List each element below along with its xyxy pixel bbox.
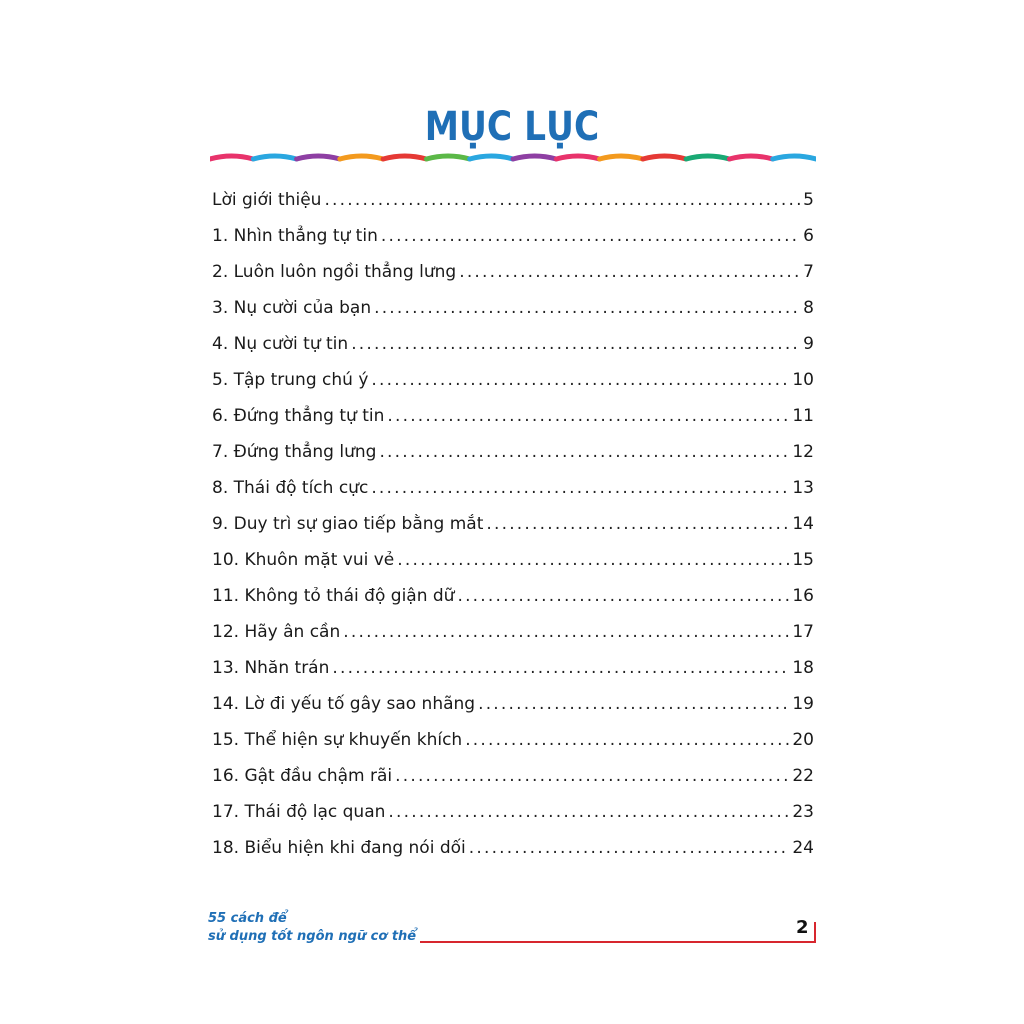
toc-entry (212, 326, 814, 362)
toc-entry (212, 650, 814, 686)
toc-entry-label: 5. Tập trung chú ý (212, 370, 369, 390)
toc-leader-dots (469, 830, 790, 866)
book-title-footer (208, 910, 416, 946)
toc-entry (212, 578, 814, 614)
toc-entry-page: 18 (792, 658, 814, 678)
toc-entry-page: 7 (803, 262, 814, 282)
toc-leader-dots (486, 506, 789, 542)
toc-entry-page: 8 (803, 298, 814, 318)
toc-entry-page: 9 (803, 334, 814, 354)
toc-entry (212, 614, 814, 650)
toc-entry (212, 506, 814, 542)
toc-entry-label: 2. Luôn luôn ngồi thẳng lưng (212, 262, 457, 282)
toc-entry-page: 15 (792, 550, 814, 570)
book-title-line-2: sử dụng tốt ngôn ngữ cơ thể (208, 929, 417, 944)
wave-segment (426, 156, 469, 159)
toc-entry-label: 13. Nhăn trán (212, 658, 330, 678)
toc-entry (212, 470, 814, 506)
wave-segment (470, 156, 513, 159)
toc-leader-dots (388, 794, 789, 830)
toc-entry-label: 10. Khuôn mặt vui vẻ (212, 550, 395, 570)
toc-leader-dots (379, 434, 789, 470)
toc-leader-dots (332, 650, 789, 686)
book-title-line-1: 55 cách để (208, 911, 287, 926)
toc-entry-page: 16 (792, 586, 814, 606)
toc-entry-label: 18. Biểu hiện khi đang nói dối (212, 838, 466, 858)
toc-entry-page: 11 (792, 406, 814, 426)
toc-entry-label: Lời giới thiệu (212, 190, 322, 210)
toc-entry (212, 290, 814, 326)
wave-segment (686, 156, 729, 159)
wave-segment (513, 156, 556, 159)
toc-entry-label: 15. Thể hiện sự khuyến khích (212, 730, 463, 750)
wave-segment (773, 156, 816, 159)
footer-rule (420, 941, 814, 943)
toc-entry-label: 7. Đứng thẳng lưng (212, 442, 377, 462)
toc-entry (212, 686, 814, 722)
toc-leader-dots (371, 470, 789, 506)
wave-segment (297, 156, 340, 159)
toc-entry-page: 10 (792, 370, 814, 390)
toc-entry (212, 794, 814, 830)
toc-entry (212, 758, 814, 794)
toc-leader-dots (459, 254, 800, 290)
page-number: 2 (796, 917, 809, 938)
toc-entry (212, 254, 814, 290)
toc-entry-label: 9. Duy trì sự giao tiếp bằng mắt (212, 514, 484, 534)
toc-entry-label: 12. Hãy ân cần (212, 622, 341, 642)
toc-leader-dots (457, 578, 789, 614)
toc-leader-dots (351, 326, 800, 362)
toc-entry-label: 14. Lờ đi yếu tố gây sao nhãng (212, 694, 476, 714)
toc-entry-page: 12 (792, 442, 814, 462)
toc-leader-dots (371, 362, 789, 398)
wave-segment (253, 156, 296, 159)
wave-segment (340, 156, 383, 159)
toc-entry-page: 17 (792, 622, 814, 642)
toc-entry (212, 218, 814, 254)
toc-entry-label: 16. Gật đầu chậm rãi (212, 766, 393, 786)
toc-entry (212, 542, 814, 578)
toc-leader-dots (343, 614, 789, 650)
toc-leader-dots (465, 722, 789, 758)
wave-segment (556, 156, 599, 159)
colorful-wave-divider (210, 150, 816, 166)
toc-entry-label: 4. Nụ cười tự tin (212, 334, 349, 354)
toc-entry (212, 182, 814, 218)
footer-rule-end (814, 922, 816, 943)
toc-entry (212, 830, 814, 866)
toc-entry-page: 5 (803, 190, 814, 210)
toc-entry-label: 17. Thái độ lạc quan (212, 802, 386, 822)
page-title: MỤC LỤC (424, 104, 600, 150)
toc-entry-label: 1. Nhìn thẳng tự tin (212, 226, 378, 246)
wave-segment (729, 156, 772, 159)
toc-entry-page: 6 (803, 226, 814, 246)
toc-entry-page: 14 (792, 514, 814, 534)
toc-entry-page: 19 (792, 694, 814, 714)
toc-entry (212, 434, 814, 470)
toc-leader-dots (478, 686, 789, 722)
toc-entry (212, 722, 814, 758)
toc-leader-dots (397, 542, 789, 578)
toc-entry-label: 6. Đứng thẳng tự tin (212, 406, 385, 426)
toc-entry-label: 11. Không tỏ thái độ giận dữ (212, 586, 455, 606)
wave-segment (600, 156, 643, 159)
toc-entry-label: 8. Thái độ tích cực (212, 478, 369, 498)
toc-entry (212, 362, 814, 398)
wave-segment (643, 156, 686, 159)
wave-segment (383, 156, 426, 159)
toc-entry-label: 3. Nụ cười của bạn (212, 298, 372, 318)
toc-entry-page: 20 (792, 730, 814, 750)
toc-entry-page: 13 (792, 478, 814, 498)
toc-leader-dots (381, 218, 800, 254)
toc-leader-dots (395, 758, 789, 794)
toc-entry (212, 398, 814, 434)
toc-entry-page: 24 (792, 838, 814, 858)
toc-leader-dots (387, 398, 789, 434)
toc-leader-dots (374, 290, 800, 326)
wave-segment (210, 156, 253, 159)
toc-entry-page: 23 (792, 802, 814, 822)
toc-leader-dots (324, 182, 800, 218)
table-of-contents (212, 182, 814, 866)
toc-entry-page: 22 (792, 766, 814, 786)
